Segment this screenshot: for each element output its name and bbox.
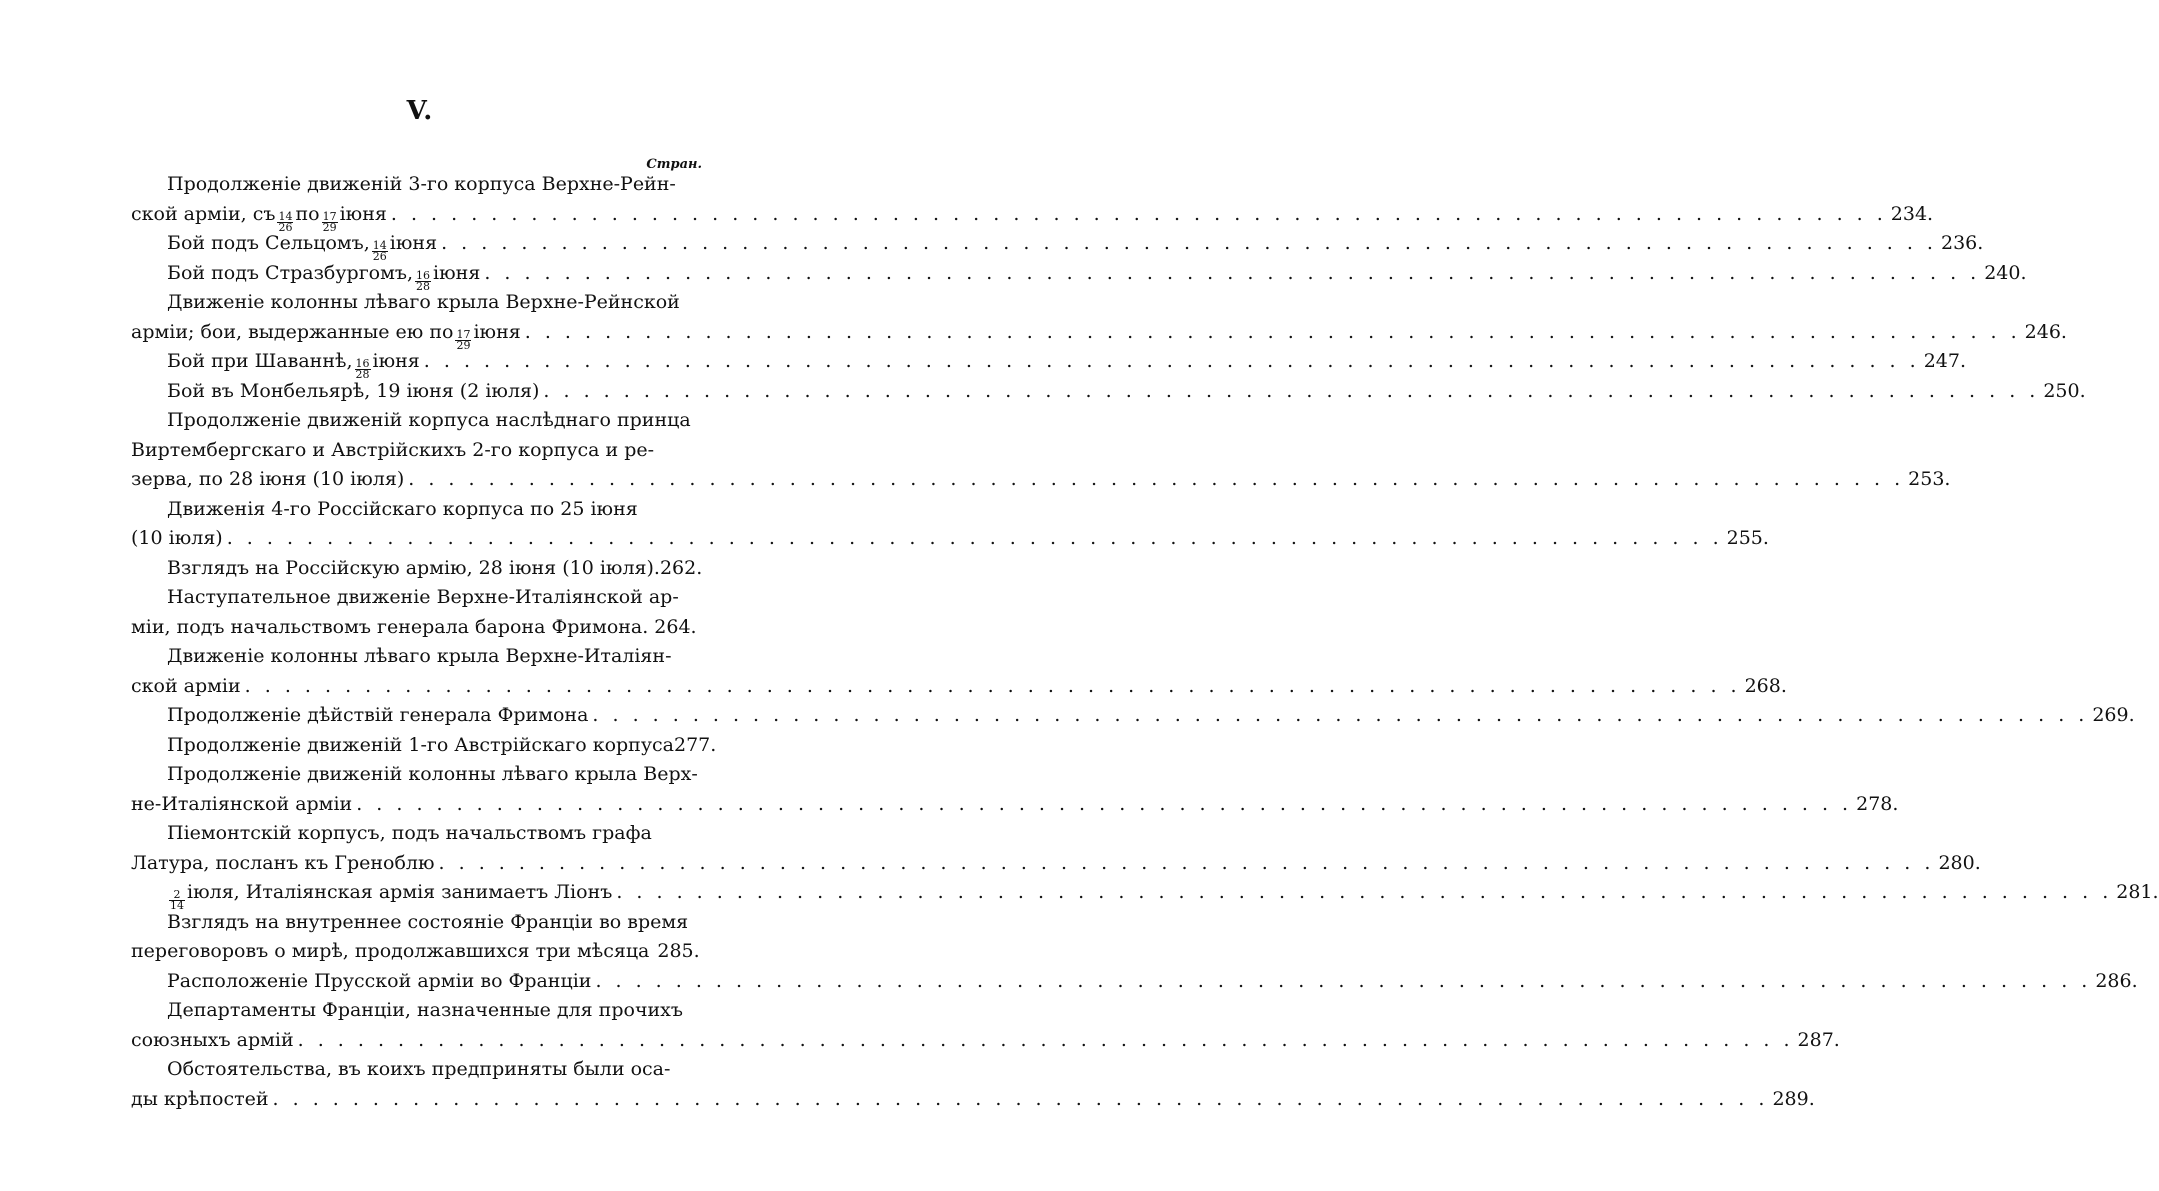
leader-dots (391, 200, 1887, 230)
toc-page-number: 253. (1908, 468, 1951, 490)
toc-entry: $\frac{2}{14}$ іюля, Италіянская армія занимаетъ Ліонъ . . . 281. (167, 878, 697, 908)
leader-dots (543, 377, 2039, 407)
fraction-date: $\frac{17}{29}$ (456, 327, 471, 352)
leader-dots (298, 1026, 1794, 1056)
leader-dots (484, 259, 1980, 289)
leader-dots (592, 701, 2088, 731)
toc-entry: Движенія 4-го Россійскаго корпуса по 25 іюня (10 іюля) . . . 255. (167, 495, 697, 554)
leader-dots (245, 672, 1741, 702)
toc-entry: Наступательное движеніе Верхне-Италіянской ар- міи, подъ начальствомъ генерала барона Фримона. 264. (167, 583, 697, 642)
toc-page-number: 277. (674, 733, 717, 756)
toc-entry: Взглядъ на Россійскую армію, 28 іюня (10 іюля). 262. (167, 554, 697, 584)
leader-dots (408, 465, 1904, 495)
toc-page-number: 280. (1938, 851, 1981, 874)
toc-entry: Бой въ Монбельярѣ, 19 іюня (2 іюля) . . . 250. (167, 377, 697, 407)
toc-entry: Продолженіе движеній 3-го корпуса Верхне-Рейн- ской арміи, съ $\frac{14}{26}$ по $\frac{17}{29}$ іюня . . . 234. (167, 170, 697, 229)
toc-entry: Движеніе колонны лѣваго крыла Верхне-Италіян- ской арміи . . . 268. (167, 642, 697, 701)
toc-page-number: 289. (1772, 1087, 1815, 1110)
toc-entry: Бой при Шаваннѣ, $\frac{16}{28}$ іюня . . . 247. (167, 347, 697, 377)
leader-dots (525, 318, 2021, 348)
toc-entry: Расположеніе Прусской арміи во Франціи . . . 286. (167, 967, 697, 997)
toc-entry: Бой подъ Сельцомъ, $\frac{14}{26}$ іюня . . . 236. (167, 229, 697, 259)
toc-page-number: 234. (1890, 202, 1934, 225)
fraction-date: $\frac{14}{26}$ (372, 239, 387, 263)
toc-entry: Продолженіе движеній корпуса наслѣднаго принца Виртембергскаго и Австрійскихъ 2-го корпуса и ре- зерва, по 28 іюня (10 іюля) . . . 253. (167, 406, 697, 495)
toc-page-number: 285. (657, 940, 700, 962)
toc-page-number: 287. (1797, 1028, 1840, 1051)
toc-entry: Продолженіе движеній 1-го Австрійскаго корпуса 277. (167, 731, 697, 761)
leader-dots (441, 229, 1937, 259)
fraction-date: $\frac{16}{28}$ (355, 357, 370, 381)
toc-page-number: 268. (1744, 674, 1787, 697)
toc-page-number: 262. (659, 556, 703, 579)
toc-entry: Продолженіе движеній колонны лѣваго крыла Верх- не-Италіянской арміи . . . 278. (167, 760, 697, 819)
toc-page-number: 246. (2024, 320, 2067, 343)
toc-page-number: 236. (1940, 232, 1984, 254)
leader-dots (424, 347, 1920, 377)
toc-page-number: 250. (2043, 379, 2086, 402)
toc-page-number: 264. (654, 615, 697, 638)
toc-entry: Піемонтскій корпусъ, подъ начальствомъ графа Латура, посланъ къ Греноблю . . . 280. (167, 819, 697, 878)
toc-page-number: 286. (2095, 969, 2138, 992)
leader-dots (439, 849, 1935, 879)
toc-page-number: 269. (2092, 704, 2135, 726)
fraction-date: $\frac{17}{29}$ (322, 209, 337, 234)
fraction-date: $\frac{2}{14}$ (170, 888, 184, 912)
page-column-header: Стран. (646, 157, 702, 172)
fraction-date: $\frac{16}{28}$ (416, 268, 431, 293)
leader-dots (595, 967, 2091, 997)
leader-dots (616, 878, 2112, 908)
page-number: V. (406, 96, 434, 126)
leader-dots (356, 790, 1852, 820)
toc-entry: Движеніе колонны лѣваго крыла Верхне-Рейнской арміи; бои, выдержанные ею по $\frac{17}{29}$ іюня . . . 246. (167, 288, 697, 347)
toc-page-number: 278. (1856, 792, 1899, 815)
toc-page-number: 281. (2116, 881, 2159, 903)
toc-page-number: 247. (1923, 350, 1966, 372)
toc-entry: Взглядъ на внутреннее состояніе Франціи во время переговоровъ о мирѣ, продолжавшихся три мѣсяца 285. (167, 908, 697, 967)
leader-dots (273, 1085, 1769, 1115)
fraction-date: $\frac{14}{26}$ (278, 209, 293, 234)
toc-entry: Продолженіе дѣйствій генерала Фримона . . . 269. (167, 701, 697, 731)
toc-page-number: 240. (1984, 261, 2027, 284)
toc-entry: Департаменты Франціи, назначенные для прочихъ союзныхъ армій . . . 287. (167, 996, 697, 1055)
toc-entry: Обстоятельства, въ коихъ предприняты были оса- ды крѣпостей . . . 289. (167, 1055, 697, 1114)
toc-page-number: 255. (1726, 527, 1769, 549)
leader-dots (227, 524, 1723, 554)
table-of-contents (131, 170, 2159, 1114)
toc-entry: Бой подъ Стразбургомъ, $\frac{16}{28}$ іюня . . . 240. (167, 259, 697, 289)
